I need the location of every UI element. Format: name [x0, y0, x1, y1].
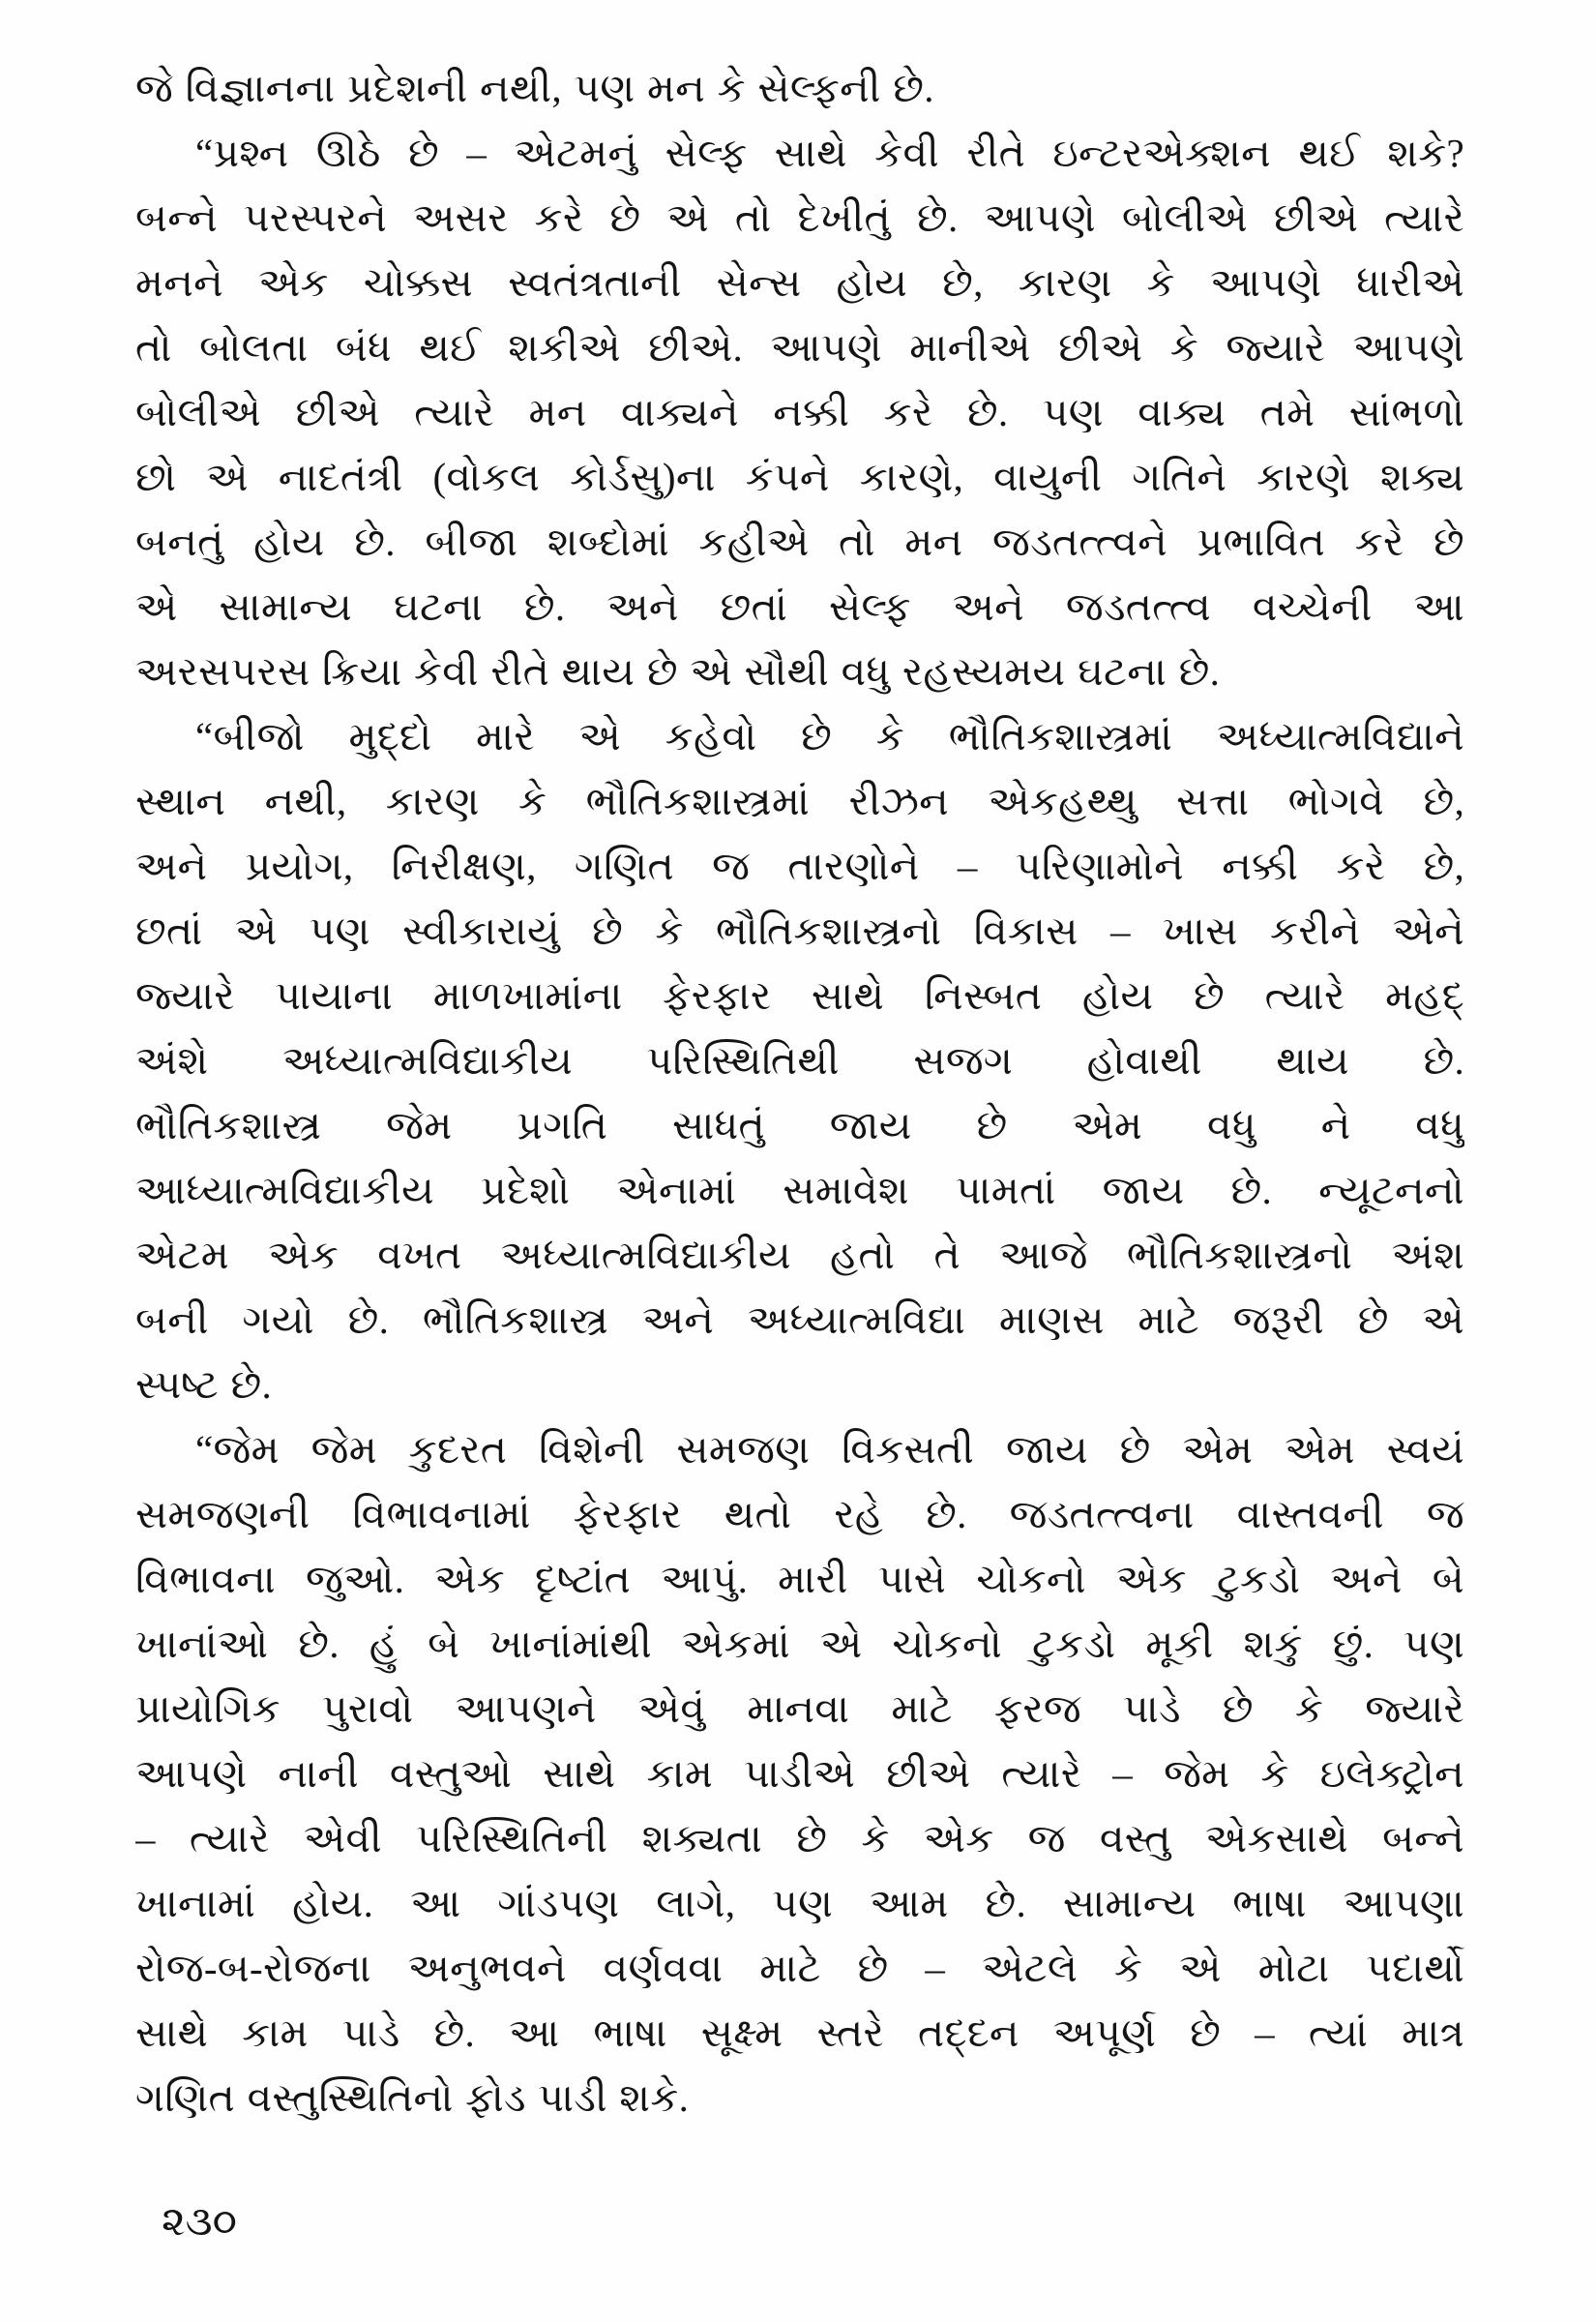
- text-line: “બીજો મુદ્દો મારે એ કહેવો છે કે ભૌતિકશાસ્ત્રમાં અધ્યાત્મવિદ્યાને: [195, 714, 1464, 759]
- paragraph: [135, 121, 1464, 704]
- text-line: બોલીએ છીએ ત્યારે મન વાક્યને નક્કી કરે છે. પણ વાક્ય તમે સાંભળો: [135, 390, 1464, 434]
- text-line: આધ્યાત્મવિદ્યાકીય પ્રદેશો એનામાં સમાવેશ પામતાં જાય છે. ન્યૂટનનો: [135, 1168, 1464, 1212]
- text-line: મનને એક ચોક્કસ સ્વતંત્રતાની સેન્સ હોય છે, કારણ કે આપણે ધારીએ: [135, 260, 1464, 305]
- text-line: પ્રાયોગિક પુરાવો આપણને એવું માનવા માટે ફરજ પાડે છે કે જ્યારે: [135, 1686, 1464, 1731]
- text-line: સમજણની વિભાવનામાં ફેરફાર થતો રહે છે. જડતત્ત્વના વાસ્તવની જ: [135, 1492, 1464, 1536]
- text-line: બનતું હોય છે. બીજા શબ્દોમાં કહીએ તો મન જડતત્ત્વને પ્રભાવિત કરે છે: [135, 520, 1464, 564]
- text-line: અંશે અધ્યાત્મવિદ્યાકીય પરિસ્થિતિથી સજગ હોવાથી થાય છે.: [135, 1038, 1464, 1083]
- page-number: ૨૩૦: [162, 2200, 237, 2245]
- text-line: આપણે નાની વસ્તુઓ સાથે કામ પાડીએ છીએ ત્યારે – જેમ કે ઇલેક્ટ્રોન: [135, 1751, 1464, 1796]
- text-line: જ્યારે પાયાના માળખામાંના ફેરફાર સાથે નિસ્બત હોય છે ત્યારે મહદ્: [135, 973, 1464, 1018]
- text-line: “જેમ જેમ કુદરત વિશેની સમજણ વિકસતી જાય છે એમ એમ સ્વયં: [195, 1427, 1464, 1472]
- text-line: એ સામાન્ય ઘટના છે. અને છતાં સેલ્ફ અને જડતત્ત્વ વચ્ચેની આ: [135, 584, 1464, 629]
- text-line: – ત્યારે એવી પરિસ્થિતિની શક્યતા છે કે એક જ વસ્તુ એકસાથે બન્ને: [135, 1816, 1464, 1861]
- text-line: ગણિત વસ્તુસ્થિતિનો ફોડ પાડી શકે.: [135, 2075, 690, 2120]
- text-line: જે વિજ્ઞાનના પ્રદેશની નથી, પણ મન કે સેલ્ફની છે.: [135, 66, 934, 110]
- text-line: અને પ્રયોગ, નિરીક્ષણ, ગણિત જ તારણોને – પરિણામોને નક્કી કરે છે,: [135, 844, 1464, 888]
- text-line: ભૌતિકશાસ્ત્ર જેમ પ્રગતિ સાધતું જાય છે એમ વધુ ને વધુ: [135, 1103, 1464, 1147]
- paragraph: [135, 56, 1464, 121]
- text-line: સાથે કામ પાડે છે. આ ભાષા સૂક્ષ્મ સ્તરે તદ્દન અપૂર્ણ છે – ત્યાં માત્ર: [135, 2010, 1464, 2055]
- text-line: “પ્રશ્ન ઊઠે છે – એટમનું સેલ્ફ સાથે કેવી રીતે ઇન્ટરએક્શન થઈ શકે?: [195, 131, 1464, 175]
- text-line: ખાનામાં હોય. આ ગાંડપણ લાગે, પણ આમ છે. સામાન્ય ભાષા આપણા: [135, 1881, 1464, 1925]
- text-line: એટમ એક વખત અધ્યાત્મવિદ્યાકીય હતો તે આજે ભૌતિકશાસ્ત્રનો અંશ: [135, 1233, 1464, 1277]
- text-line: છતાં એ પણ સ્વીકારાયું છે કે ભૌતિકશાસ્ત્રનો વિકાસ – ખાસ કરીને એને: [135, 908, 1464, 953]
- paragraph: [135, 1417, 1464, 2130]
- text-line: છો એ નાદતંત્રી (વોકલ કોર્ડસુ)ના કંપને કારણે, વાયુની ગતિને કારણે શક્ય: [135, 455, 1464, 499]
- paragraph: [135, 704, 1464, 1417]
- text-line: બન્ને પરસ્પરને અસર કરે છે એ તો દેખીતું છે. આપણે બોલીએ છીએ ત્યારે: [135, 195, 1464, 240]
- body-text: [135, 56, 1464, 2130]
- text-line: તો બોલતા બંધ થઈ શકીએ છીએ. આપણે માનીએ છીએ કે જ્યારે આપણે: [135, 325, 1464, 370]
- text-line: વિભાવના જુઓ. એક દૃષ્ટાંત આપું. મારી પાસે ચોકનો એક ટુકડો અને બે: [135, 1557, 1464, 1601]
- text-line: ખાનાંઓ છે. હું બે ખાનાંમાંથી એકમાં એ ચોકનો ટુકડો મૂકી શકું છું. પણ: [135, 1622, 1464, 1666]
- text-line: અરસપરસ ક્રિયા કેવી રીતે થાય છે એ સૌથી વધુ રહસ્યમય ઘટના છે.: [135, 649, 1221, 694]
- text-line: બની ગયો છે. ભૌતિકશાસ્ત્ર અને અધ્યાત્મવિદ્યા માણસ માટે જરૂરી છે એ: [135, 1297, 1464, 1342]
- text-line: રોજ-બ-રોજના અનુભવને વર્ણવવા માટે છે – એટલે કે એ મોટા પદાર્થો: [135, 1946, 1464, 1990]
- text-line: સ્થાન નથી, કારણ કે ભૌતિકશાસ્ત્રમાં રીઝન એકહથ્થુ સત્તા ભોગવે છે,: [135, 779, 1464, 823]
- text-line: સ્પષ્ટ છે.: [135, 1362, 272, 1407]
